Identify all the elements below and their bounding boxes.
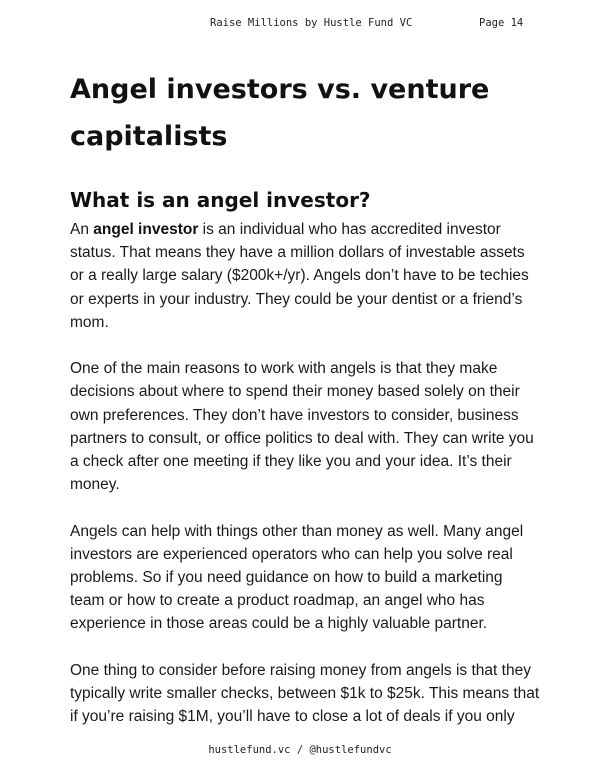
paragraph-4: One thing to consider before raising money from angels is that they typically write smaller checks, between $1k to $25k. This means that if you’re raising $1M, you’ll have to close a lot of deals if you only (70, 661, 540, 726)
angel-investor-term: angel investor (93, 221, 199, 238)
paragraph-2: One of the main reasons to work with angels is that they make decisions about where to spend their money based solely on their own preferences. They don’t have investors to consider, business partners to consult, or office politics to deal with. They can write you a check after one meeting if they like you and your idea. It’s their money. (70, 360, 534, 494)
paragraph-1 (70, 218, 540, 334)
paragraph-3: Angels can help with things other than money as well. Many angel investors are experienced operators who can help you solve real problems. So if you need guidance on how to build a marketing team or how to create a product roadmap, an angel who has experience in those areas could be a highly valuable partner. (70, 522, 524, 633)
body-text (70, 218, 540, 728)
chapter-title: Angel investors vs. venture capitalists (70, 74, 490, 152)
page-header (0, 17, 600, 33)
paragraph-1-text: is an individual who has accredited investor status. That means they have a million dollars of investable assets or a really large salary ($200k+/yr). Angels don’t have to be techies or experts in your industry. They could be your dentist or a friend’s mom. (70, 221, 529, 331)
page-footer: hustlefund.vc / @hustlefundvc (208, 744, 392, 756)
book-title: Raise Millions by Hustle Fund VC (210, 17, 413, 29)
page-number: Page 14 (479, 17, 524, 29)
paragraph-1-prefix: An (70, 221, 94, 238)
section-heading: What is an angel investor? (70, 188, 371, 212)
